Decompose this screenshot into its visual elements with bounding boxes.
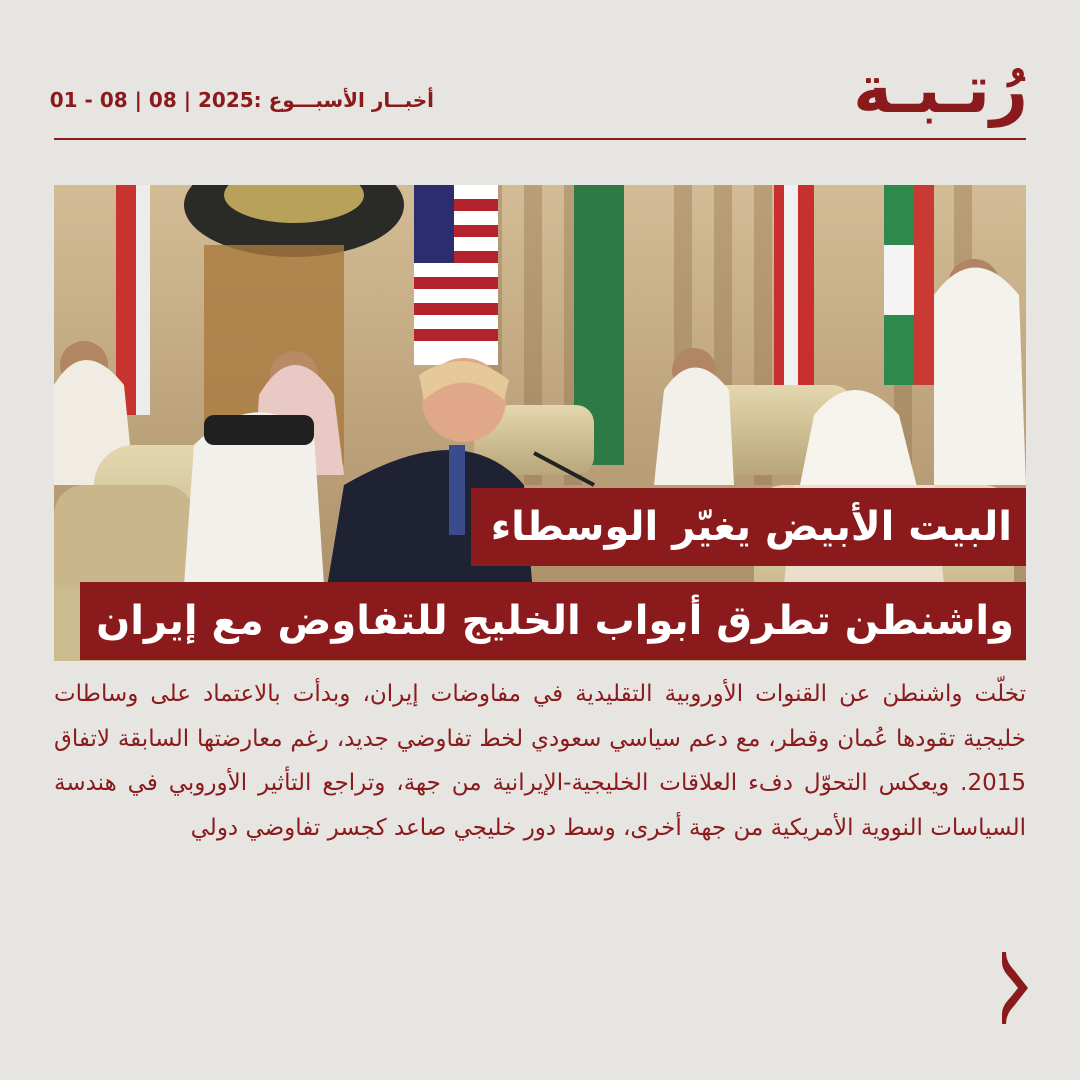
chevron-left-icon[interactable] xyxy=(996,948,1032,1028)
headline-line-1: البيت الأبيض يغيّر الوسطاء xyxy=(471,488,1026,566)
headline-line-2: واشنطن تطرق أبواب الخليج للتفاوض مع إيران xyxy=(80,582,1026,660)
header-divider xyxy=(54,138,1026,140)
article-body: تخلّت واشنطن عن القنوات الأوروبية التقليدية في مفاوضات إيران، وبدأت بالاعتماد على وساطات خليجية تقودها عُمان وقطر، مع دعم سياسي سعودي لخط تفاوضي جديد، رغم معارضتها السابقة لاتفاق 2015. ويعكس التحوّل دفء العلاقات الخليجية-الإيرانية من جهة، وتراجع التأثير الأوروبي في هندسة السياسات النووية الأمريكية من جهة أخرى، وسط دور خليجي صاعد كجسر تفاوضي دولي xyxy=(54,681,1026,841)
brand-logo: رُتـبـة xyxy=(853,51,1028,128)
news-dateline: أخبــار الأسبـــوع :2025 | 08 | 08 - 01 xyxy=(49,88,434,112)
